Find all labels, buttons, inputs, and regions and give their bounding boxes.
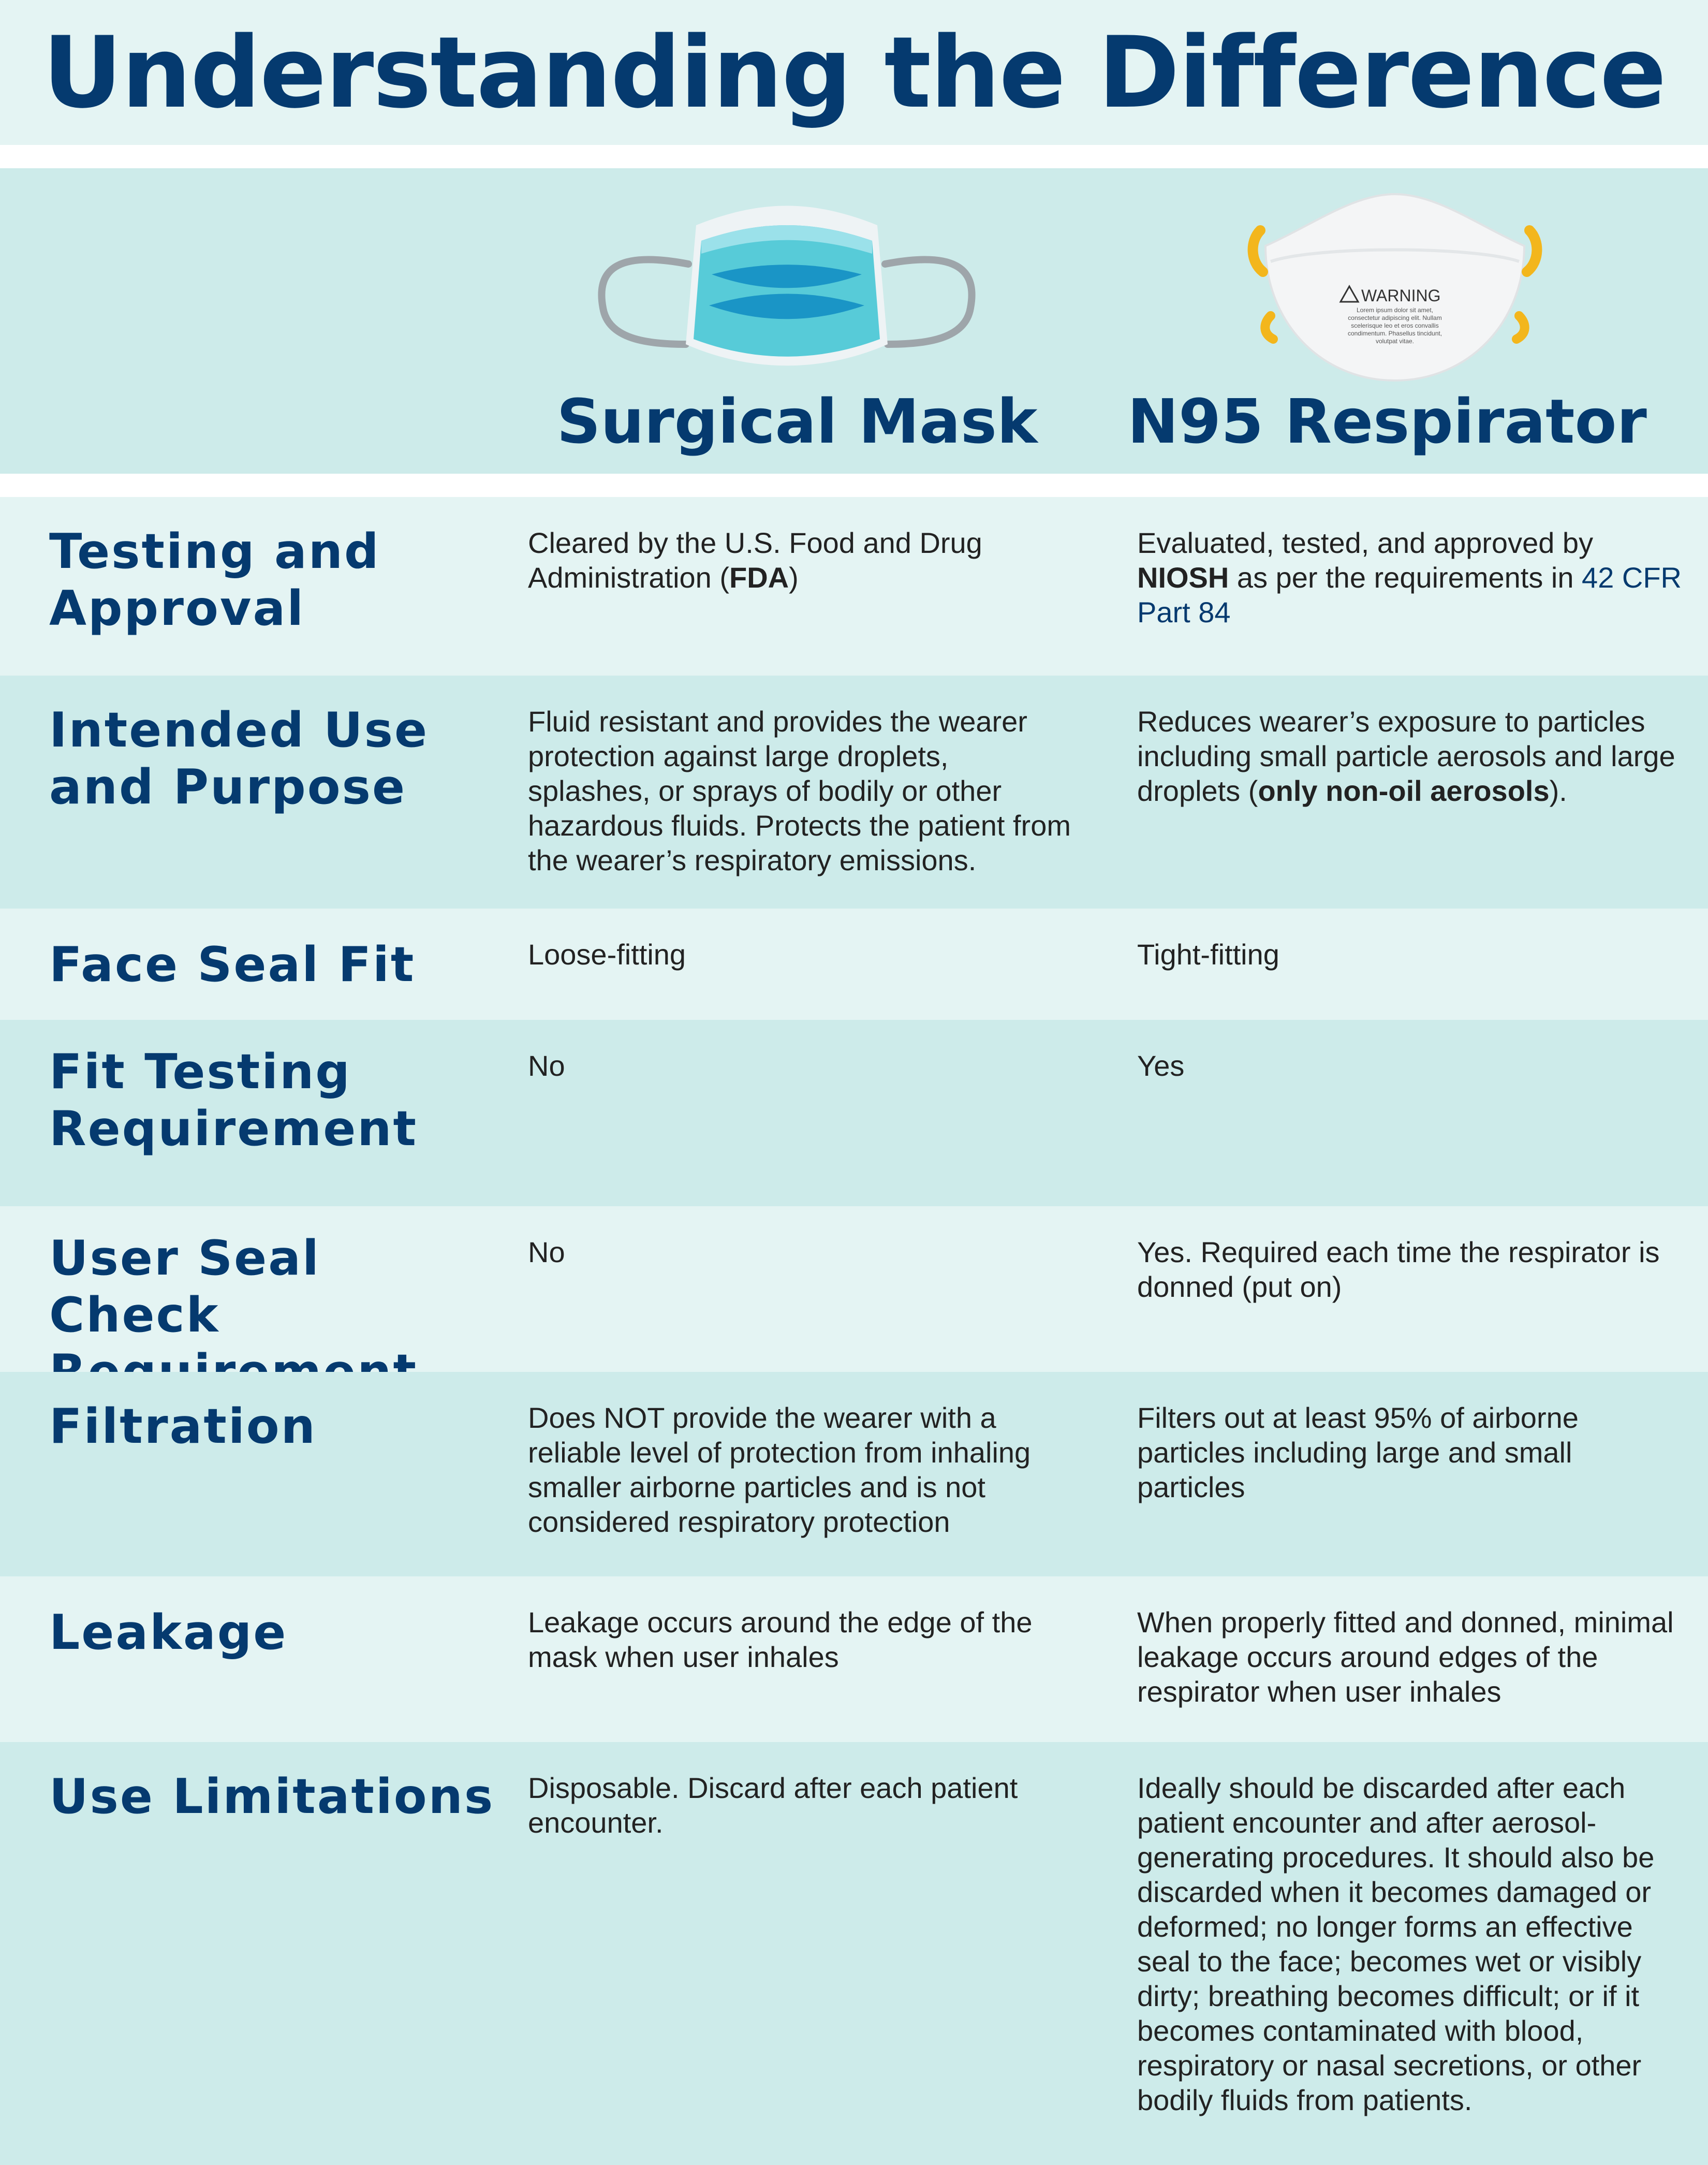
row-label-line: Fit Testing bbox=[49, 1044, 351, 1100]
regulation-reference: 42 CFR Part 84 bbox=[1137, 561, 1682, 628]
row-label-line: Filtration bbox=[49, 1398, 317, 1454]
row-label bbox=[49, 1398, 505, 1455]
row-intended-use bbox=[0, 676, 1708, 909]
row-filtration bbox=[0, 1372, 1708, 1576]
row-label-line: Testing and bbox=[49, 523, 380, 579]
row-label bbox=[49, 936, 505, 993]
n95-cell: Yes bbox=[1137, 1049, 1185, 1082]
row-label-line: Use Limitations bbox=[49, 1768, 495, 1824]
n95-respirator-title: N95 Respirator bbox=[1127, 386, 1647, 457]
warning-text-line: Lorem ipsum dolor sit amet, bbox=[1356, 306, 1434, 314]
row-label bbox=[49, 701, 505, 815]
row-leakage bbox=[0, 1576, 1708, 1742]
mask-header-band bbox=[0, 168, 1708, 474]
surgical-mask-title: Surgical Mask bbox=[556, 386, 1038, 457]
row-label-line: Approval bbox=[49, 580, 305, 636]
title-banner bbox=[0, 0, 1708, 145]
surgical-cell: Cleared by the U.S. Food and Drug Administration (FDA) bbox=[528, 526, 982, 594]
surgical-cell: No bbox=[528, 1049, 565, 1082]
warning-text-line: consectetur adipiscing elit. Nullam bbox=[1348, 314, 1442, 321]
n95-cell: Filters out at least 95% of airborne particles including large and small particles bbox=[1137, 1401, 1579, 1503]
surgical-cell: Loose-fitting bbox=[528, 938, 686, 971]
surgical-cell: Fluid resistant and provides the wearer protection against large droplets, splashes, or sprays of bodily or other hazardous fluids. Protects the patient from the wearer’s respiratory emissions. bbox=[528, 705, 1071, 876]
row-testing-approval bbox=[0, 497, 1708, 676]
surgical-mask-image bbox=[590, 189, 983, 386]
row-user-seal-check bbox=[0, 1206, 1708, 1372]
row-face-seal-fit bbox=[0, 909, 1708, 1020]
warning-text-line: scelerisque leo et eros convallis bbox=[1351, 322, 1439, 329]
n95-cell: Evaluated, tested, and approved by NIOSH as per the requirements in 42 CFR Part 84 bbox=[1137, 526, 1682, 628]
row-label-line: Face Seal Fit bbox=[49, 937, 416, 992]
surgical-cell: Disposable. Discard after each patient encounter. bbox=[528, 1772, 1018, 1839]
row-label-line: User Seal Check bbox=[49, 1230, 320, 1343]
warning-text-line: volutpat vitae. bbox=[1375, 338, 1415, 345]
surgical-cell: No bbox=[528, 1236, 565, 1268]
n95-cell: Yes. Required each time the respirator is donned (put on) bbox=[1137, 1236, 1660, 1303]
row-label-line: Leakage bbox=[49, 1604, 288, 1660]
row-label bbox=[49, 1043, 505, 1157]
warning-heading: WARNING bbox=[1361, 286, 1441, 305]
row-use-limitations bbox=[0, 1742, 1708, 2165]
row-label-line: and Purpose bbox=[49, 759, 407, 815]
row-label-line: Intended Use bbox=[49, 702, 429, 758]
n95-cell: Tight-fitting bbox=[1137, 938, 1279, 971]
row-label bbox=[49, 1604, 505, 1661]
row-label bbox=[49, 523, 505, 637]
page-title: Understanding the Difference bbox=[42, 15, 1666, 130]
warning-text-line: condimentum. Phasellus tincidunt, bbox=[1347, 330, 1442, 337]
n95-cell: When properly fitted and donned, minimal leakage occurs around edges of the respirator when user inhales bbox=[1137, 1606, 1674, 1708]
surgical-cell: Does NOT provide the wearer with a reliable level of protection from inhaling smaller airborne particles and is not considered respiratory protection bbox=[528, 1401, 1031, 1538]
n95-cell: Ideally should be discarded after each patient encounter and after aerosol-generating procedures. It should also be discarded when it becomes damaged or deformed; no longer forms an effective seal to the face; becomes wet or visibly dirty; breathing becomes difficult; or if it becomes contaminated with blood, respiratory or nasal secretions, or other bodily fluids from patients. bbox=[1137, 1772, 1655, 2116]
row-label bbox=[49, 1768, 505, 1825]
n95-respirator-image bbox=[1234, 189, 1555, 386]
row-label-line: Requirement bbox=[49, 1101, 418, 1157]
surgical-cell: Leakage occurs around the edge of the mask when user inhales bbox=[528, 1606, 1033, 1673]
row-fit-testing bbox=[0, 1020, 1708, 1206]
n95-cell: Reduces wearer’s exposure to particles including small particle aerosols and large droplets (only non-oil aerosols). bbox=[1137, 705, 1675, 807]
